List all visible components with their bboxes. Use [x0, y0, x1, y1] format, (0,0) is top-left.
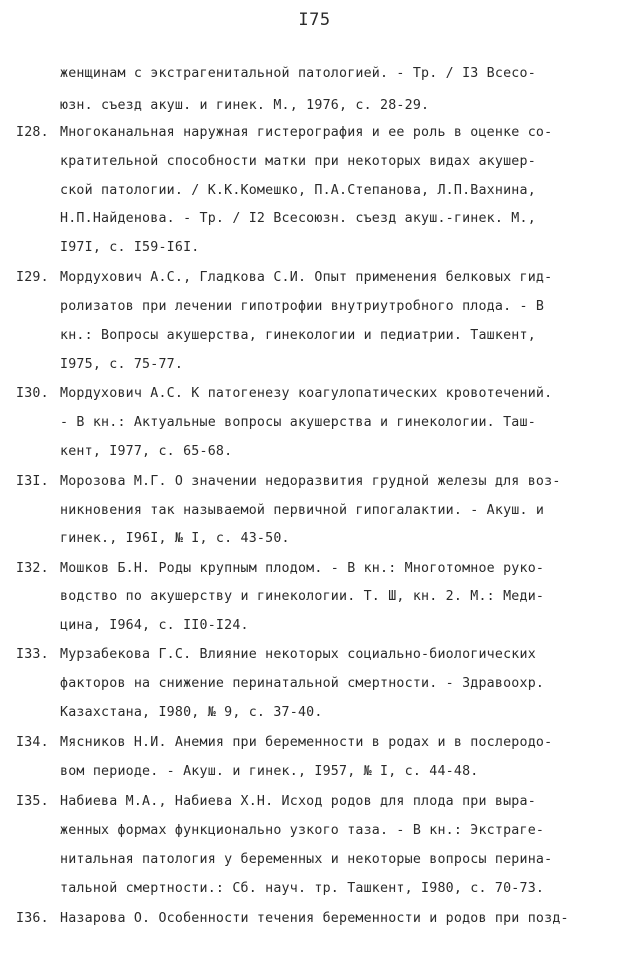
entry-text-line: ролизатов при лечении гипотрофии внутриутробного плода. - В	[60, 299, 545, 314]
entry-text-line: кн.: Вопросы акушерства, гинекологии и педиатрии. Ташкент,	[60, 328, 536, 343]
entry-text-line: Мордухович А.С., Гладкова С.И. Опыт применения белковых гид-	[60, 270, 553, 285]
entry-text-line: вом периоде. - Акуш. и гинек., I957, № I, с. 44-48.	[60, 764, 479, 779]
entry-text-line: водство по акушерству и гинекологии. Т. Ш, кн. 2. М.: Меди-	[60, 589, 545, 604]
entry-text-line: нитальная патология у беременных и некоторые вопросы перина-	[60, 852, 553, 867]
entry-text-line: гинек., I96I, № I, с. 43-50.	[60, 531, 290, 546]
entry-text-line: женных формах функционально узкого таза. - В кн.: Экстраге-	[60, 823, 545, 838]
entry-text-line: Мясников Н.И. Анемия при беременности в родах и в послеродо-	[60, 735, 553, 750]
entry-text-line: Казахстана, I980, № 9, с. 37-40.	[60, 705, 323, 720]
entry-text-line: кент, I977, с. 65-68.	[60, 444, 233, 459]
entry-text-line: тальной смертности.: Сб. науч. тр. Ташкент, I980, с. 70-73.	[60, 881, 545, 896]
entry-number: I28.	[16, 125, 49, 140]
entry-text-line: - В кн.: Актуальные вопросы акушерства и гинекологии. Таш-	[60, 415, 536, 430]
entry-number: I30.	[16, 386, 49, 401]
entry-text-line: Многоканальная наружная гистерография и ее роль в оценке со-	[60, 125, 553, 140]
entry-number: I34.	[16, 735, 49, 750]
entry-text-line: Мурзабекова Г.С. Влияние некоторых социально-биологических	[60, 647, 536, 662]
entry-text-line: I975, с. 75-77.	[60, 357, 184, 372]
entry-text-line: никновения так называемой первичной гипогалактии. - Акуш. и	[60, 503, 545, 518]
entry-number: I3I.	[16, 474, 49, 489]
entry-number: I32.	[16, 561, 49, 576]
entry-text-line: кратительной способности матки при некоторых видах акушер-	[60, 154, 536, 169]
entry-text-line: Морозова М.Г. О значении недоразвития грудной железы для воз-	[60, 474, 561, 489]
entry-number: I35.	[16, 794, 49, 809]
page-number: I75	[298, 10, 331, 30]
entry-text-line: Набиева М.А., Набиева Х.Н. Исход родов для плода при выра-	[60, 794, 536, 809]
entry-text-line: женщинам с экстрагенитальной патологией. - Тр. / I3 Всесо-	[60, 66, 536, 81]
entry-text-line: юзн. съезд акуш. и гинек. М., 1976, с. 28-29.	[60, 98, 430, 113]
entry-text-line: I97I, с. I59-I6I.	[60, 240, 200, 255]
entry-text-line: Назарова О. Особенности течения беременности и родов при позд-	[60, 911, 569, 926]
entry-number: I29.	[16, 270, 49, 285]
entry-text-line: факторов на снижение перинатальной смертности. - Здравоохр.	[60, 676, 545, 691]
entry-text-line: Мордухович А.С. К патогенезу коагулопатических кровотечений.	[60, 386, 553, 401]
entry-text-line: Мошков Б.Н. Роды крупным плодом. - В кн.: Многотомное руко-	[60, 561, 545, 576]
entry-text-line: ской патологии. / К.К.Комешко, П.А.Степанова, Л.П.Вахнина,	[60, 183, 536, 198]
entry-text-line: цина, I964, с. II0-I24.	[60, 618, 249, 633]
entry-number: I33.	[16, 647, 49, 662]
entry-text-line: Н.П.Найденова. - Тр. / I2 Всесоюзн. съезд акуш.-гинек. М.,	[60, 211, 536, 226]
entry-number: I36.	[16, 911, 49, 926]
